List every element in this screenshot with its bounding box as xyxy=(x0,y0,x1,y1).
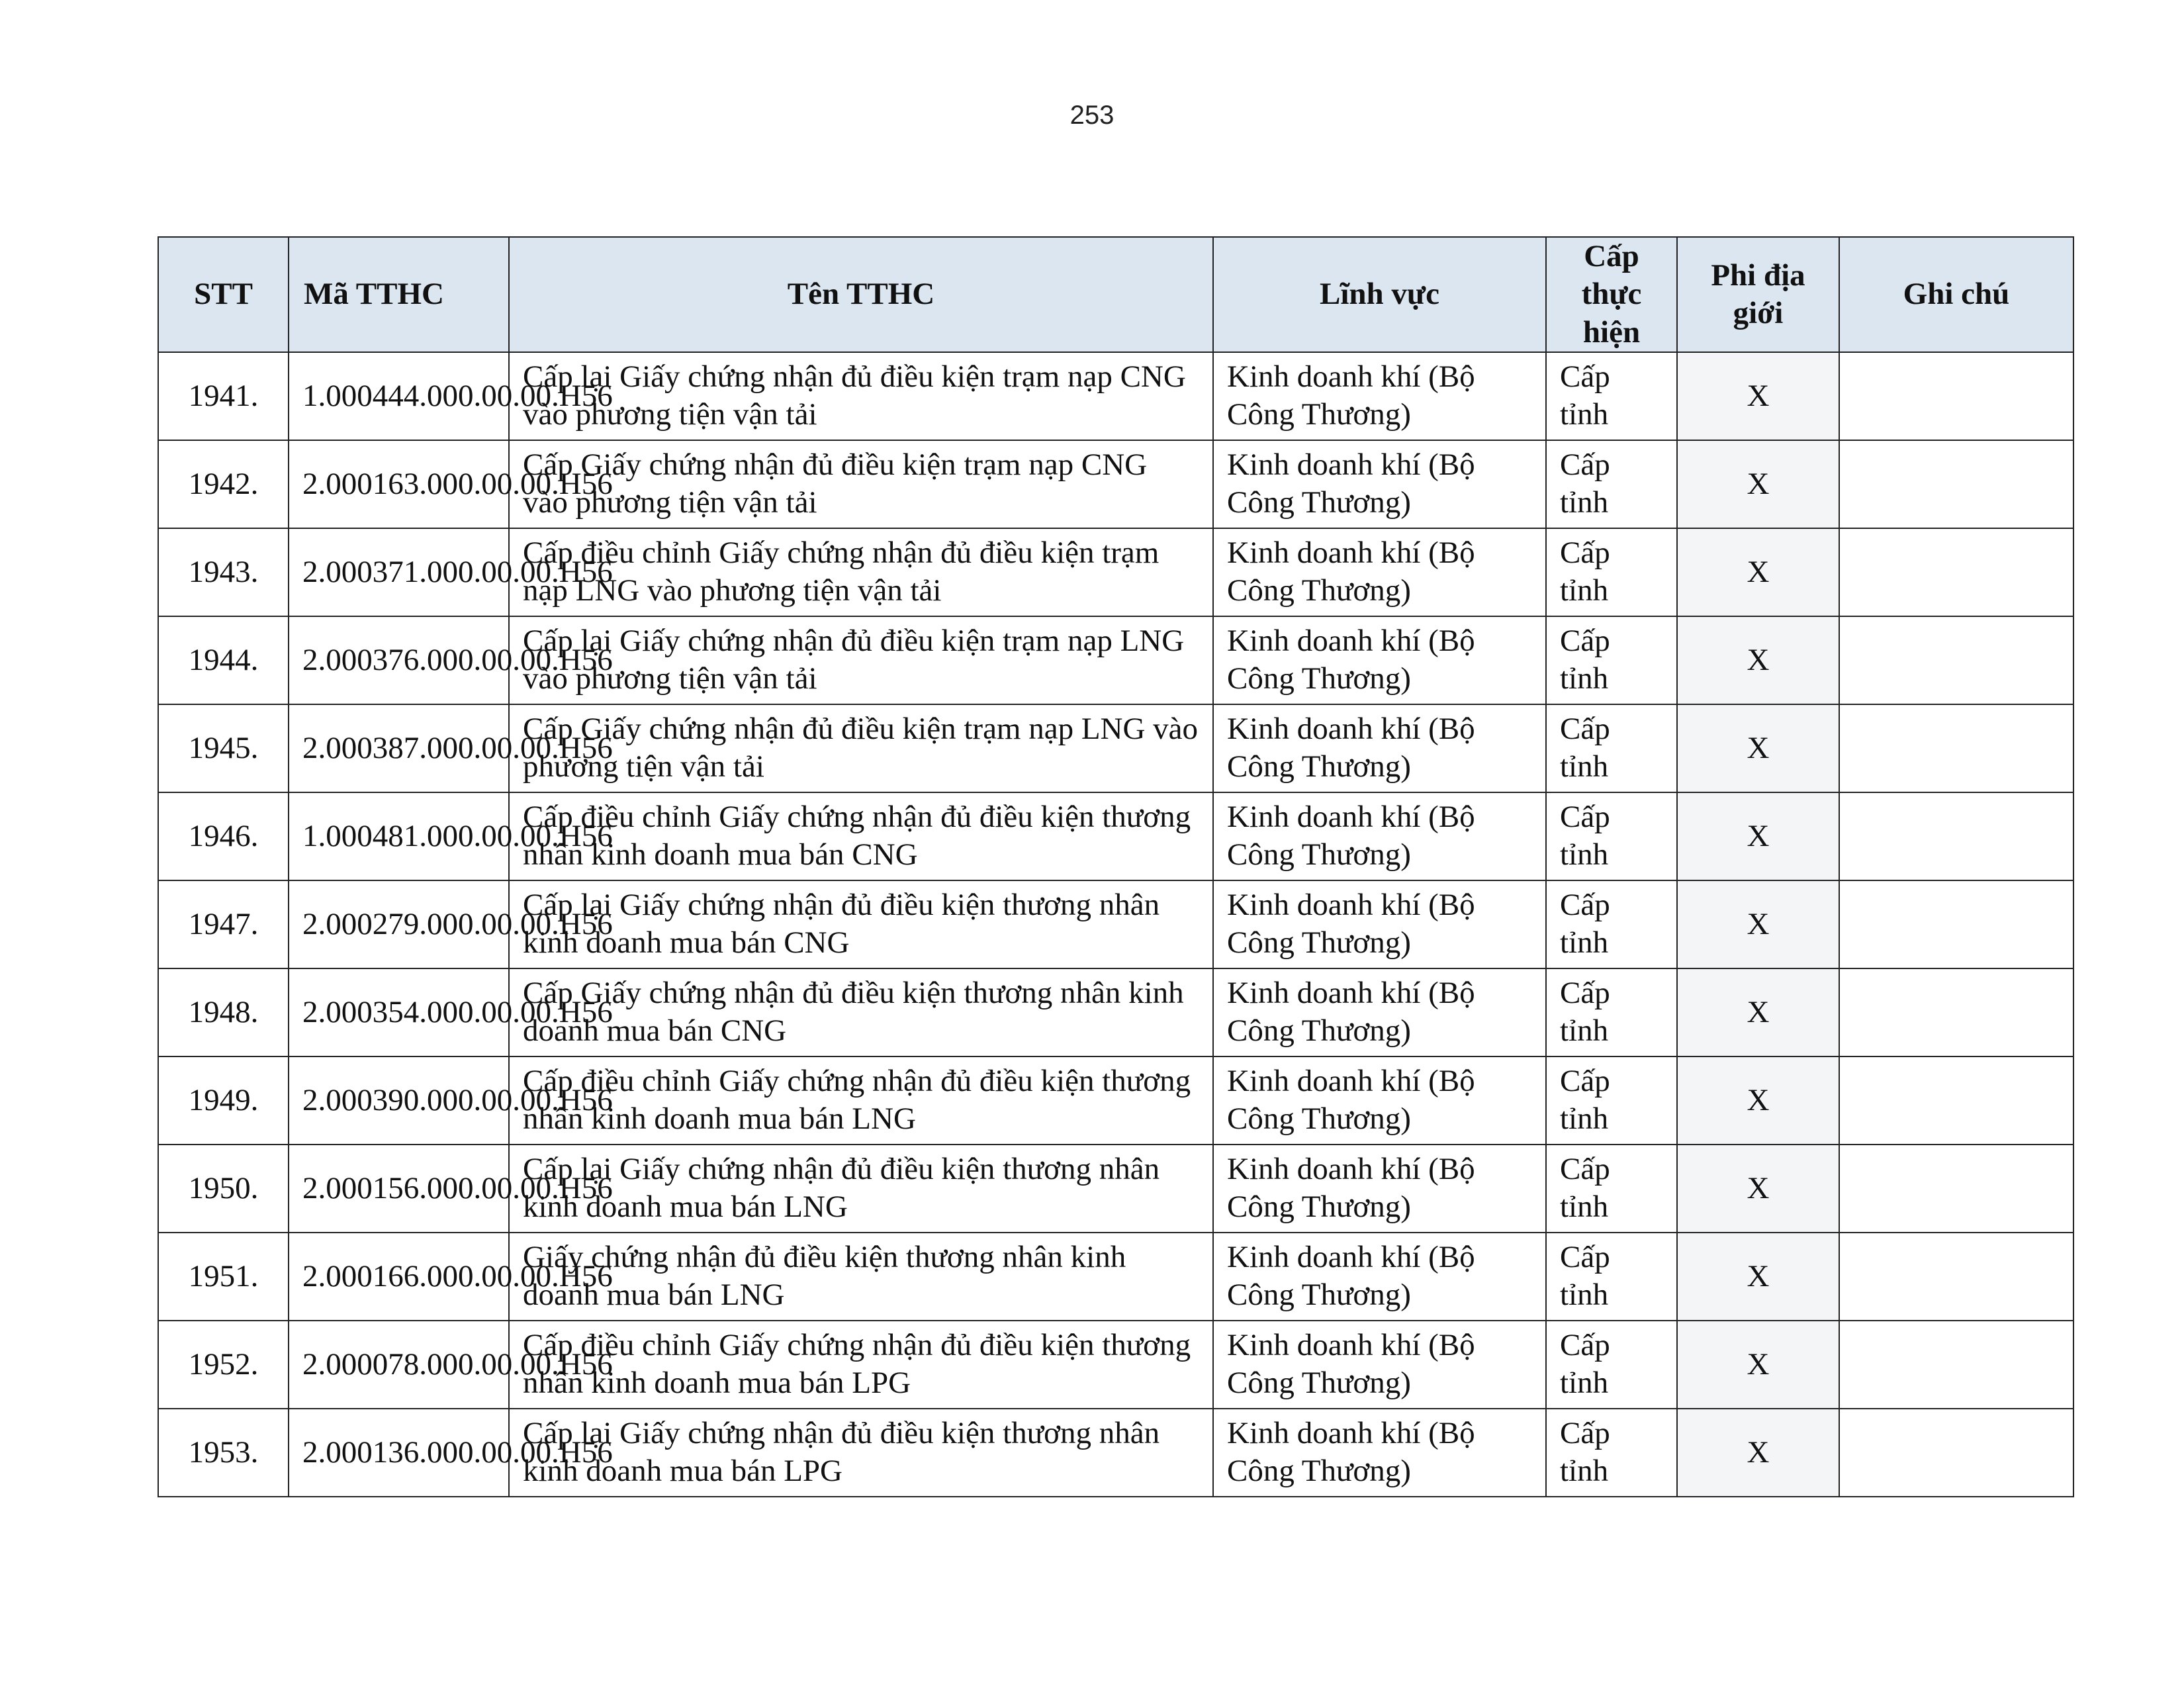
header-ghi-chu: Ghi chú xyxy=(1839,237,2073,352)
table-row xyxy=(158,968,2073,1056)
cell-linh-vuc: Kinh doanh khí (Bộ Công Thương) xyxy=(1213,440,1546,528)
cell-ten-tthc: Cấp lại Giấy chứng nhận đủ điều kiện trạm nạp CNG vào phương tiện vận tải xyxy=(509,352,1213,440)
table-header-row xyxy=(158,237,2073,352)
cell-linh-vuc: Kinh doanh khí (Bộ Công Thương) xyxy=(1213,968,1546,1056)
cell-ma-tthc: 1.000481.000.00.00.H56 xyxy=(289,792,509,880)
cell-phi-dia-gioi: X xyxy=(1677,1233,1839,1321)
cell-stt: 1952. xyxy=(158,1321,289,1409)
cell-stt: 1951. xyxy=(158,1233,289,1321)
cell-ghi-chu xyxy=(1839,1056,2073,1145)
cell-stt: 1950. xyxy=(158,1145,289,1233)
table-row xyxy=(158,880,2073,968)
cell-ghi-chu xyxy=(1839,352,2073,440)
cell-ghi-chu xyxy=(1839,440,2073,528)
cell-ghi-chu xyxy=(1839,1409,2073,1497)
cell-ma-tthc: 2.000387.000.00.00.H56 xyxy=(289,704,509,792)
cell-ma-tthc: 2.000371.000.00.00.H56 xyxy=(289,528,509,616)
cell-phi-dia-gioi: X xyxy=(1677,1321,1839,1409)
cell-ghi-chu xyxy=(1839,792,2073,880)
table-row xyxy=(158,352,2073,440)
cell-ma-tthc: 2.000163.000.00.00.H56 xyxy=(289,440,509,528)
header-linh-vuc: Lĩnh vực xyxy=(1213,237,1546,352)
cell-cap-thuc-hien: Cấp tỉnh xyxy=(1546,1056,1677,1145)
cell-ten-tthc: Cấp lại Giấy chứng nhận đủ điều kiện thương nhân kinh doanh mua bán LNG xyxy=(509,1145,1213,1233)
header-cap-thuc-hien: Cấp thực hiện xyxy=(1546,237,1677,352)
cell-ten-tthc: Cấp lại Giấy chứng nhận đủ điều kiện thương nhân kinh doanh mua bán CNG xyxy=(509,880,1213,968)
cell-ten-tthc: Cấp điều chỉnh Giấy chứng nhận đủ điều kiện thương nhân kinh doanh mua bán LNG xyxy=(509,1056,1213,1145)
cell-ma-tthc: 1.000444.000.00.00.H56 xyxy=(289,352,509,440)
table-row xyxy=(158,1409,2073,1497)
cell-phi-dia-gioi: X xyxy=(1677,792,1839,880)
cell-ten-tthc: Cấp lại Giấy chứng nhận đủ điều kiện thương nhân kinh doanh mua bán LPG xyxy=(509,1409,1213,1497)
cell-ten-tthc: Cấp Giấy chứng nhận đủ điều kiện thương nhân kinh doanh mua bán CNG xyxy=(509,968,1213,1056)
cell-phi-dia-gioi: X xyxy=(1677,880,1839,968)
cell-ten-tthc: Cấp điều chỉnh Giấy chứng nhận đủ điều kiện thương nhân kinh doanh mua bán LPG xyxy=(509,1321,1213,1409)
cell-cap-thuc-hien: Cấp tỉnh xyxy=(1546,352,1677,440)
table-row xyxy=(158,440,2073,528)
cell-ghi-chu xyxy=(1839,704,2073,792)
cell-stt: 1944. xyxy=(158,616,289,704)
cell-linh-vuc: Kinh doanh khí (Bộ Công Thương) xyxy=(1213,704,1546,792)
cell-phi-dia-gioi: X xyxy=(1677,440,1839,528)
cell-ten-tthc: Cấp điều chỉnh Giấy chứng nhận đủ điều kiện trạm nạp LNG vào phương tiện vận tải xyxy=(509,528,1213,616)
table-row xyxy=(158,792,2073,880)
cell-phi-dia-gioi: X xyxy=(1677,968,1839,1056)
cell-ma-tthc: 2.000166.000.00.00.H56 xyxy=(289,1233,509,1321)
cell-phi-dia-gioi: X xyxy=(1677,616,1839,704)
cell-ma-tthc: 2.000136.000.00.00.H56 xyxy=(289,1409,509,1497)
cell-linh-vuc: Kinh doanh khí (Bộ Công Thương) xyxy=(1213,1321,1546,1409)
cell-stt: 1953. xyxy=(158,1409,289,1497)
cell-phi-dia-gioi: X xyxy=(1677,1145,1839,1233)
cell-ten-tthc: Cấp Giấy chứng nhận đủ điều kiện trạm nạp CNG vào phương tiện vận tải xyxy=(509,440,1213,528)
cell-ghi-chu xyxy=(1839,1233,2073,1321)
cell-ghi-chu xyxy=(1839,880,2073,968)
cell-stt: 1949. xyxy=(158,1056,289,1145)
cell-cap-thuc-hien: Cấp tỉnh xyxy=(1546,1321,1677,1409)
cell-linh-vuc: Kinh doanh khí (Bộ Công Thương) xyxy=(1213,616,1546,704)
table-row xyxy=(158,528,2073,616)
cell-ma-tthc: 2.000354.000.00.00.H56 xyxy=(289,968,509,1056)
table-row xyxy=(158,704,2073,792)
cell-ma-tthc: 2.000078.000.00.00.H56 xyxy=(289,1321,509,1409)
cell-stt: 1943. xyxy=(158,528,289,616)
cell-cap-thuc-hien: Cấp tỉnh xyxy=(1546,616,1677,704)
cell-linh-vuc: Kinh doanh khí (Bộ Công Thương) xyxy=(1213,1145,1546,1233)
header-phi-dia-gioi: Phi địa giới xyxy=(1677,237,1839,352)
cell-stt: 1947. xyxy=(158,880,289,968)
cell-cap-thuc-hien: Cấp tỉnh xyxy=(1546,528,1677,616)
cell-phi-dia-gioi: X xyxy=(1677,352,1839,440)
table-body xyxy=(158,352,2073,1497)
table-row xyxy=(158,1145,2073,1233)
cell-ten-tthc: Cấp điều chỉnh Giấy chứng nhận đủ điều kiện thương nhân kinh doanh mua bán CNG xyxy=(509,792,1213,880)
cell-linh-vuc: Kinh doanh khí (Bộ Công Thương) xyxy=(1213,352,1546,440)
table-row xyxy=(158,1233,2073,1321)
cell-ghi-chu xyxy=(1839,1321,2073,1409)
header-ten-tthc: Tên TTHC xyxy=(509,237,1213,352)
cell-linh-vuc: Kinh doanh khí (Bộ Công Thương) xyxy=(1213,880,1546,968)
cell-ghi-chu xyxy=(1839,968,2073,1056)
cell-linh-vuc: Kinh doanh khí (Bộ Công Thương) xyxy=(1213,792,1546,880)
cell-cap-thuc-hien: Cấp tỉnh xyxy=(1546,792,1677,880)
table-row xyxy=(158,1321,2073,1409)
cell-ghi-chu xyxy=(1839,528,2073,616)
cell-ma-tthc: 2.000390.000.00.00.H56 xyxy=(289,1056,509,1145)
cell-linh-vuc: Kinh doanh khí (Bộ Công Thương) xyxy=(1213,1409,1546,1497)
cell-phi-dia-gioi: X xyxy=(1677,1409,1839,1497)
header-stt: STT xyxy=(158,237,289,352)
cell-linh-vuc: Kinh doanh khí (Bộ Công Thương) xyxy=(1213,528,1546,616)
cell-ma-tthc: 2.000279.000.00.00.H56 xyxy=(289,880,509,968)
table-row xyxy=(158,616,2073,704)
cell-cap-thuc-hien: Cấp tỉnh xyxy=(1546,880,1677,968)
cell-stt: 1942. xyxy=(158,440,289,528)
header-ma-tthc: Mã TTHC xyxy=(289,237,509,352)
cell-phi-dia-gioi: X xyxy=(1677,528,1839,616)
cell-cap-thuc-hien: Cấp tỉnh xyxy=(1546,704,1677,792)
procedures-table xyxy=(158,236,2074,1497)
cell-cap-thuc-hien: Cấp tỉnh xyxy=(1546,968,1677,1056)
cell-ten-tthc: Cấp lại Giấy chứng nhận đủ điều kiện trạm nạp LNG vào phương tiện vận tải xyxy=(509,616,1213,704)
cell-cap-thuc-hien: Cấp tỉnh xyxy=(1546,1233,1677,1321)
cell-ten-tthc: Cấp Giấy chứng nhận đủ điều kiện trạm nạp LNG vào phương tiện vận tải xyxy=(509,704,1213,792)
cell-stt: 1945. xyxy=(158,704,289,792)
cell-linh-vuc: Kinh doanh khí (Bộ Công Thương) xyxy=(1213,1056,1546,1145)
cell-cap-thuc-hien: Cấp tỉnh xyxy=(1546,440,1677,528)
cell-ghi-chu xyxy=(1839,616,2073,704)
cell-cap-thuc-hien: Cấp tỉnh xyxy=(1546,1145,1677,1233)
table-row xyxy=(158,1056,2073,1145)
cell-ghi-chu xyxy=(1839,1145,2073,1233)
cell-ten-tthc: Giấy chứng nhận đủ điều kiện thương nhân kinh doanh mua bán LNG xyxy=(509,1233,1213,1321)
cell-stt: 1948. xyxy=(158,968,289,1056)
cell-ma-tthc: 2.000156.000.00.00.H56 xyxy=(289,1145,509,1233)
cell-linh-vuc: Kinh doanh khí (Bộ Công Thương) xyxy=(1213,1233,1546,1321)
page-number: 253 xyxy=(1069,101,1115,130)
cell-ma-tthc: 2.000376.000.00.00.H56 xyxy=(289,616,509,704)
cell-stt: 1941. xyxy=(158,352,289,440)
cell-cap-thuc-hien: Cấp tỉnh xyxy=(1546,1409,1677,1497)
cell-phi-dia-gioi: X xyxy=(1677,1056,1839,1145)
cell-stt: 1946. xyxy=(158,792,289,880)
cell-phi-dia-gioi: X xyxy=(1677,704,1839,792)
